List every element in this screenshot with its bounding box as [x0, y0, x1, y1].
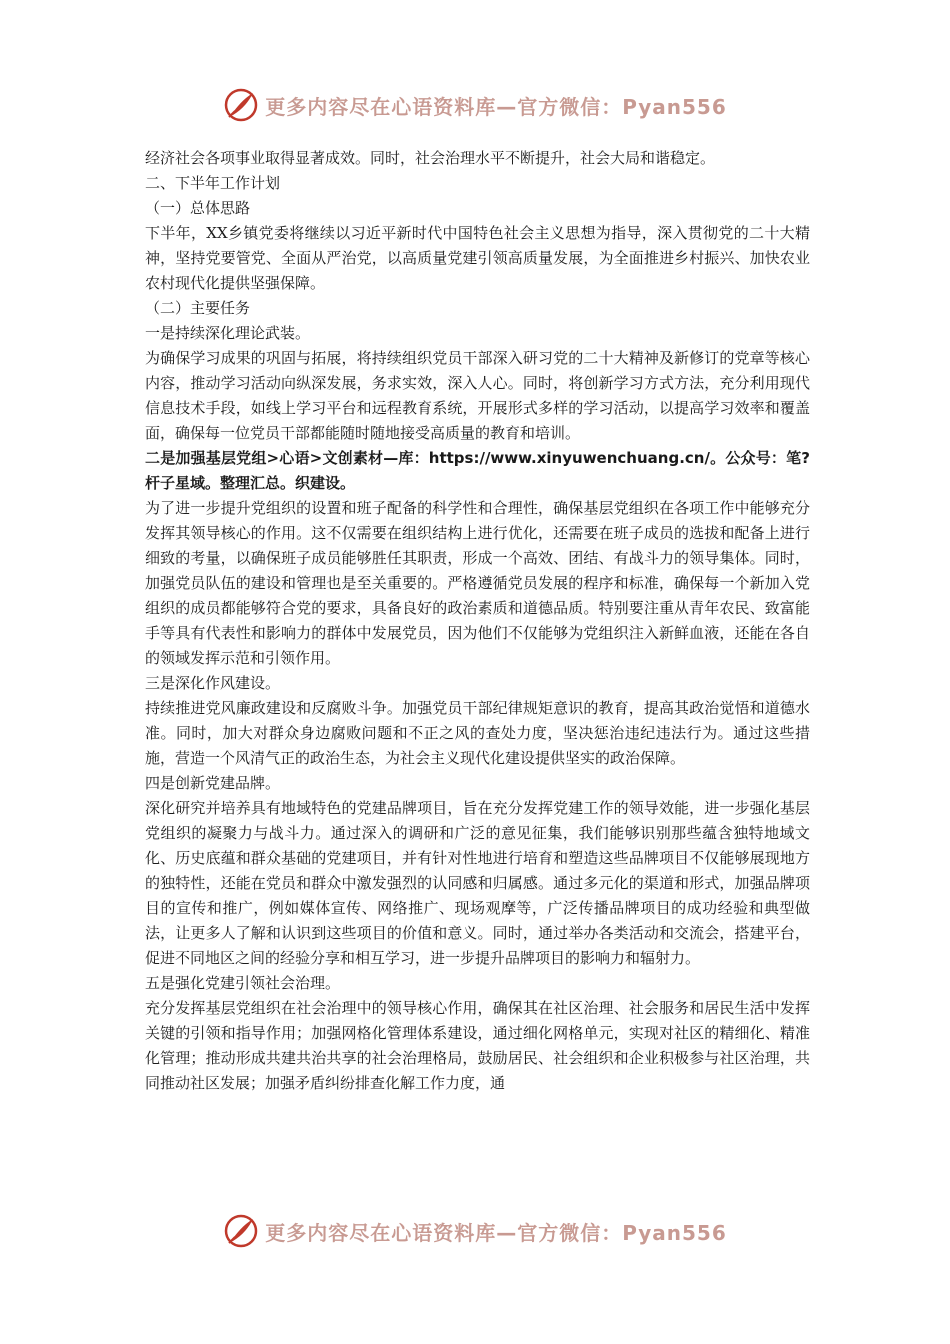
section-heading: 二、下半年工作计划: [145, 174, 281, 192]
document-body: [145, 146, 810, 1096]
quill-logo-icon: [223, 1213, 259, 1249]
banner-text: 更多内容尽在心语资料库—官方微信：Pyan556: [265, 1220, 727, 1245]
task-heading: 四是创新党建品牌。: [145, 774, 281, 792]
banner-text: 更多内容尽在心语资料库—官方微信：Pyan556: [265, 94, 727, 119]
footer-banner: [0, 1206, 950, 1256]
subsection-heading: （一）总体思路: [145, 199, 251, 217]
paragraph: 经济社会各项事业取得显著成效。同时，社会治理水平不断提升，社会大局和谐稳定。: [145, 149, 716, 167]
task-heading: 五是强化党建引领社会治理。: [145, 974, 341, 992]
paragraph: 为了进一步提升党组织的设置和班子配备的科学性和合理性，确保基层党组织在各项工作中能够充分发挥其领导核心的作用。这不仅需要在组织结构上进行优化，还需要在班子成员的选拔和配备上进行细致的考量，以确保班子成员能够胜任其职责，形成一个高效、团结、有战斗力的领导集体。同时，加强党员队伍的建设和管理也是至关重要的。严格遵循党员发展的程序和标准，确保每一个新加入党组织的成员都能够符合党的要求，具备良好的政治素质和道德品质。特别要注重从青年农民、致富能手等具有代表性和影响力的群体中发展党员，因为他们不仅能够为党组织注入新鲜血液，还能在各自的领域发挥示范和引领作用。: [145, 499, 810, 667]
paragraph: 为确保学习成果的巩固与拓展，将持续组织党员干部深入研习党的二十大精神及新修订的党章等核心内容，推动学习活动向纵深发展，务求实效，深入人心。同时，将创新学习方式方法，充分利用现代信息技术手段，如线上学习平台和远程教育系统，开展形式多样的学习活动，以提高学习效率和覆盖面，确保每一位党员干部都能随时随地接受高质量的教育和培训。: [145, 349, 810, 442]
task-heading-bold: 二是加强基层党组>心语>文创素材—库：https://www.xinyuwenchuang.cn/。公众号：笔?杆子星域。整理汇总。织建设。: [145, 449, 810, 492]
header-banner: [0, 80, 950, 130]
quill-logo-icon: [223, 87, 259, 123]
task-heading: 一是持续深化理论武装。: [145, 324, 311, 342]
task-heading: 三是深化作风建设。: [145, 674, 281, 692]
paragraph: 持续推进党风廉政建设和反腐败斗争。加强党员干部纪律规矩意识的教育，提高其政治觉悟和道德水准。同时，加大对群众身边腐败问题和不正之风的查处力度，坚决惩治违纪违法行为。通过这些措施，营造一个风清气正的政治生态，为社会主义现代化建设提供坚实的政治保障。: [145, 699, 810, 767]
paragraph: 充分发挥基层党组织在社会治理中的领导核心作用，确保其在社区治理、社会服务和居民生活中发挥关键的引领和指导作用；加强网格化管理体系建设，通过细化网格单元，实现对社区的精细化、精准化管理；推动形成共建共治共享的社会治理格局，鼓励居民、社会组织和企业积极参与社区治理，共同推动社区发展；加强矛盾纠纷排查化解工作力度，通: [145, 999, 810, 1092]
subsection-heading: （二）主要任务: [145, 299, 251, 317]
paragraph: 深化研究并培养具有地域特色的党建品牌项目，旨在充分发挥党建工作的领导效能，进一步强化基层党组织的凝聚力与战斗力。通过深入的调研和广泛的意见征集，我们能够识别那些蕴含独特地域文化、历史底蕴和群众基础的党建项目，并有针对性地进行培育和塑造这些品牌项目不仅能够展现地方的独特性，还能在党员和群众中激发强烈的认同感和归属感。通过多元化的渠道和形式，加强品牌项目的宣传和推广，例如媒体宣传、网络推广、现场观摩等，广泛传播品牌项目的成功经验和典型做法，让更多人了解和认识到这些项目的价值和意义。同时，通过举办各类活动和交流会，搭建平台，促进不同地区之间的经验分享和相互学习，进一步提升品牌项目的影响力和辐射力。: [145, 799, 810, 967]
paragraph: 下半年，XX乡镇党委将继续以习近平新时代中国特色社会主义思想为指导，深入贯彻党的二十大精神，坚持党要管党、全面从严治党，以高质量党建引领高质量发展，为全面推进乡村振兴、加快农业农村现代化提供坚强保障。: [145, 224, 810, 292]
